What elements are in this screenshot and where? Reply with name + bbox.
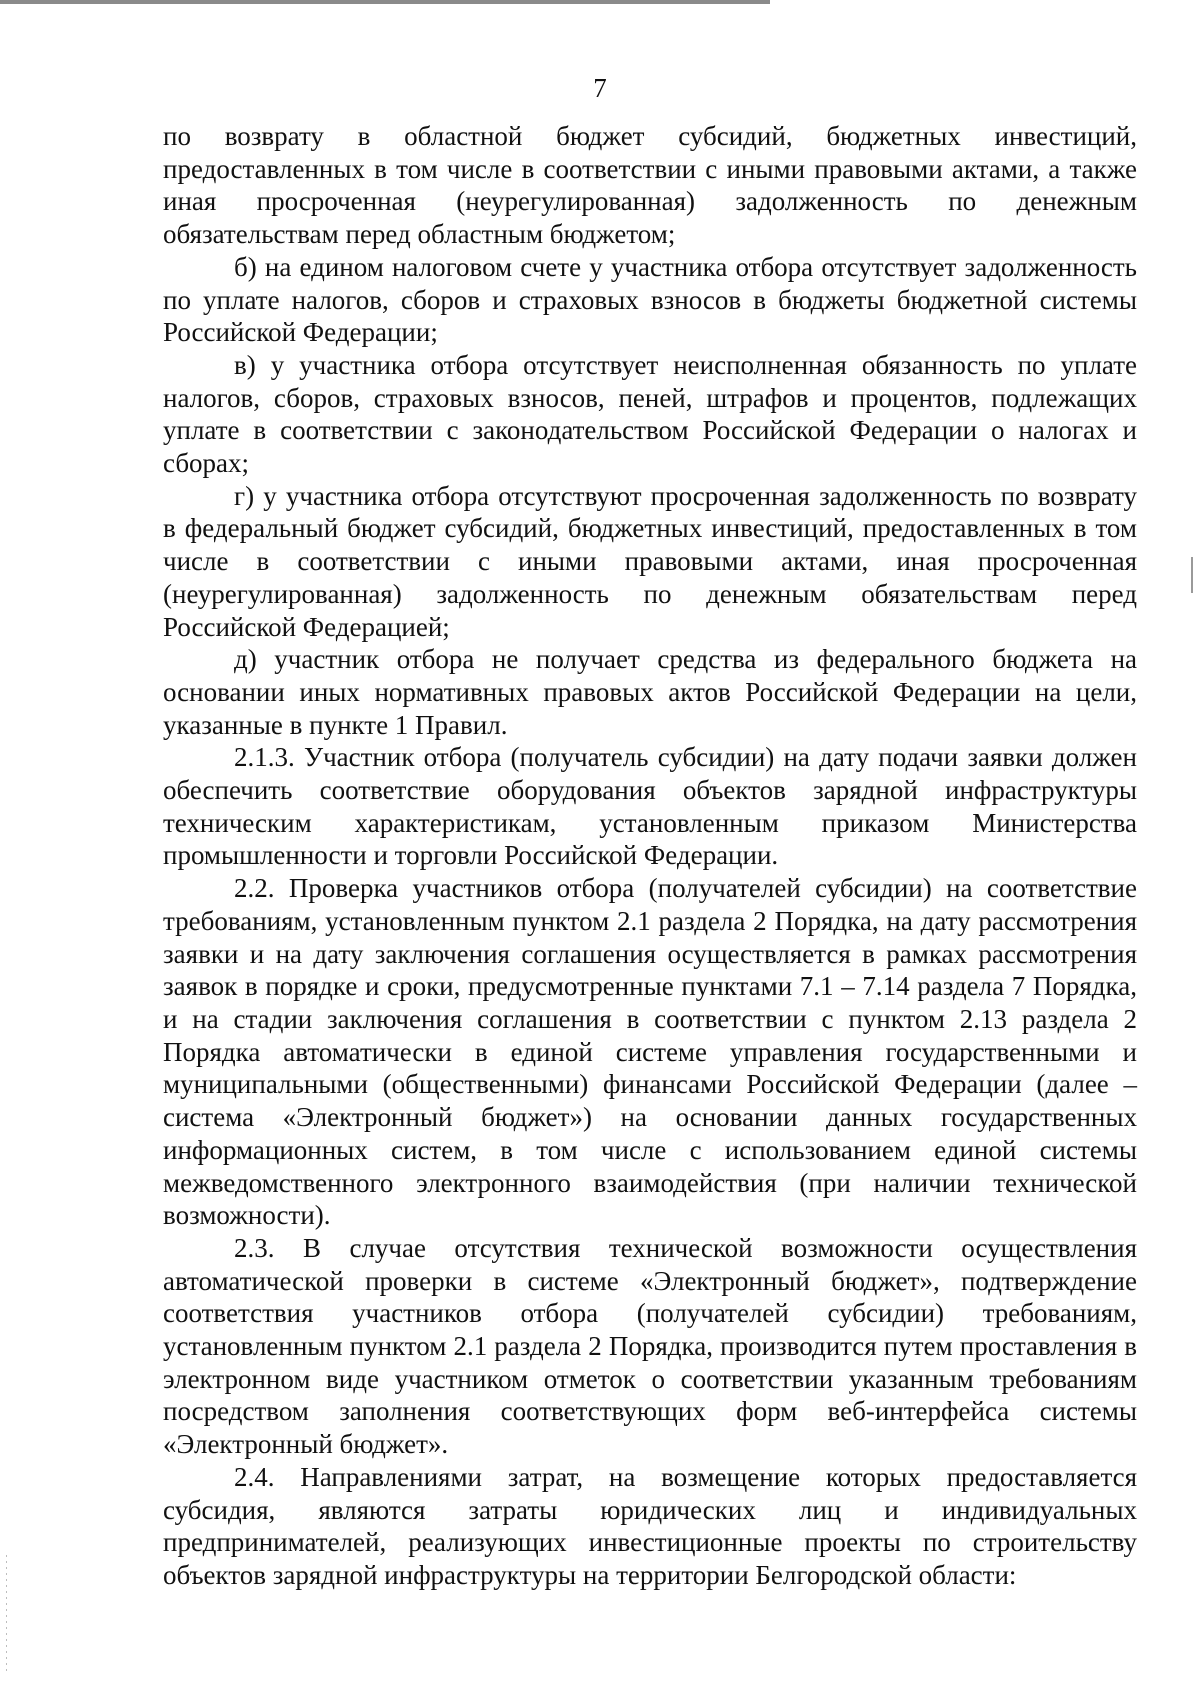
page-number: 7: [593, 73, 607, 103]
paragraph-2-4: 2.4. Направлениями затрат, на возмещение которых предоставляется субсидия, являются затраты юридических лиц и индивидуальных предпринимателей, реализующих инвестиционные проекты по строительству объектов зарядной инфраструктуры на территории Белгородской области:: [163, 1461, 1137, 1590]
document-body: [163, 120, 1137, 1592]
paragraph-2-3: 2.3. В случае отсутствия технической возможности осуществления автоматической проверки в системе «Электронный бюджет», подтверждение соответствия участников отбора (получателей субсидии) требованиям, установленным пунктом 2.1 раздела 2 Порядка, производится путем проставления в электронном виде участником отметок о соответствии указанным требованиям посредством заполнения соответствующих форм веб-интерфейса системы «Электронный бюджет».: [163, 1232, 1137, 1460]
paragraph-2-2: 2.2. Проверка участников отбора (получателей субсидии) на соответствие требованиям, установленным пунктом 2.1 раздела 2 Порядка, на дату рассмотрения заявки и на дату заключения соглашения осуществляется в рамках рассмотрения заявок в порядке и сроки, предусмотренные пунктами 7.1 – 7.14 раздела 7 Порядка, и на стадии заключения соглашения в соответствии с пунктом 2.13 раздела 2 Порядка автоматически в единой системе управления государственными и муниципальными (общественными) финансами Российской Федерации (далее – система «Электронный бюджет») на основании данных государственных информационных систем, в том числе с использованием единой системы межведомственного электронного взаимодействия (при наличии технической возможности).: [163, 873, 1137, 1231]
margin-scan-mark: [1191, 557, 1193, 593]
paragraph-continuation: по возврату в областной бюджет субсидий, бюджетных инвестиций, предоставленных в том числе в соответствии с иными правовыми актами, а также иная просроченная (неурегулированная) задолженность по денежным обязательствам перед областным бюджетом;: [163, 121, 1137, 250]
top-edge-rule: [0, 0, 770, 4]
paragraph-item-g: г) у участника отбора отсутствуют просроченная задолженность по возврату в федеральный бюджет субсидий, бюджетных инвестиций, предоставленных в том числе в соответствии с иными правовыми актами, иная просроченная (неурегулированная) задолженность по денежным обязательствам перед Российской Федерацией;: [163, 480, 1137, 642]
paragraph-2-1-3: 2.1.3. Участник отбора (получатель субсидии) на дату подачи заявки должен обеспечить соответствие оборудования объектов зарядной инфраструктуры техническим характеристикам, установленным приказом Министерства промышленности и торговли Российской Федерации.: [163, 742, 1137, 871]
paragraph-item-b: б) на едином налоговом счете у участника отбора отсутствует задолженность по уплате налогов, сборов и страховых взносов в бюджеты бюджетной системы Российской Федерации;: [163, 251, 1137, 348]
paragraph-item-d: д) участник отбора не получает средства из федерального бюджета на основании иных нормативных правовых актов Российской Федерации на цели, указанные в пункте 1 Правил.: [163, 644, 1137, 740]
paragraph-item-v: в) у участника отбора отсутствует неисполненная обязанность по уплате налогов, сборов, страховых взносов, пеней, штрафов и процентов, подлежащих уплате в соответствии с законодательством Российской Федерации о налогах и сборах;: [163, 349, 1137, 479]
left-scan-mark: [6, 1555, 7, 1675]
